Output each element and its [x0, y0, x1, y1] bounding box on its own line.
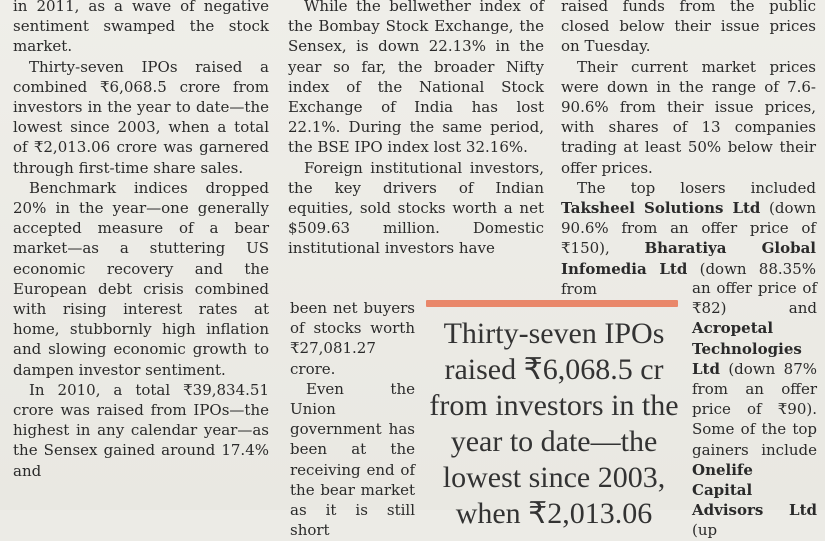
pullquote — [426, 316, 682, 532]
paragraph — [692, 278, 817, 541]
pullquote-line: raised ₹6,068.5 cr — [444, 353, 664, 386]
paragraph: Their current market prices were down in the range of 7.6-90.6% from their issue prices, with shares of 13 companies trading at least 50% below their offer prices. — [561, 57, 816, 177]
text-run: (down 90.6% from an offer price of ₹150), — [561, 199, 816, 258]
text-run: an offer price of ₹82) and — [692, 279, 817, 318]
pullquote-rule — [426, 300, 678, 307]
paragraph: Even the Union government has been at the receiving end of the bear market as it is still short — [290, 379, 415, 540]
text-run: (down 87% from an offer price of ₹90). Some of the top gainers include — [692, 359, 817, 459]
company-name: Acropetal Technologies Ltd — [692, 319, 802, 378]
column-2 — [288, 0, 544, 259]
paragraph: in 2011, as a wave of negative sentiment swamped the stock market. — [13, 0, 269, 56]
pullquote-line: year to date—the — [450, 425, 658, 458]
company-name: Onelife Capital Advisors Ltd — [692, 460, 817, 520]
column-1 — [13, 0, 269, 481]
pullquote-line: from investors in the — [429, 389, 679, 422]
pullquote-line: lowest since 2003, — [442, 461, 666, 494]
paragraph: Benchmark indices dropped 20% in the year—one generally accepted measure of a bear market—as a stuttering US economic recovery and the European debt crisis combined with rising interest rates at home, stubbornly high inflation and slowing economic growth to dampen investor sentiment. — [13, 178, 269, 379]
company-name: Taksheel Solutions Ltd — [561, 199, 761, 218]
text-run: The top losers included — [577, 178, 816, 197]
paragraph: raised funds from the public closed below their issue prices on Tuesday. — [561, 0, 816, 56]
paragraph: While the bellwether index of the Bombay Stock Exchange, the Sensex, is down 22.13% in the year so far, the broader Nifty index of the National Stock Exchange of India has lost 22.1%. During the same period, the BSE IPO index lost 32.16%. — [288, 0, 544, 157]
pullquote-line: when ₹2,013.06 — [455, 497, 653, 530]
column-2-narrow — [290, 298, 415, 540]
paragraph: In 2010, a total ₹39,834.51 crore was raised from IPOs—the highest in any calendar year—as the Sensex gained around 17.4% and — [13, 380, 269, 480]
paragraph: Foreign institutional investors, the key drivers of Indian equities, sold stocks worth a net $509.63 million. Domestic institutional investors have — [288, 158, 544, 258]
text-run: (up — [692, 521, 718, 540]
company-name: Bharatiya Global Infomedia Ltd — [561, 239, 816, 278]
column-3-narrow — [692, 278, 817, 541]
column-3 — [561, 0, 816, 299]
text-run: (down 88.35% from — [561, 259, 817, 298]
paragraph: been net buyers of stocks worth ₹27,081.27 crore. — [290, 299, 415, 378]
pullquote-line: Thirty-seven IPOs — [443, 317, 665, 350]
paragraph: Thirty-seven IPOs raised a combined ₹6,068.5 crore from investors in the year to date—the lowest since 2003, when a total of ₹2,013.06 crore was garnered through first-time share sales. — [13, 57, 269, 177]
